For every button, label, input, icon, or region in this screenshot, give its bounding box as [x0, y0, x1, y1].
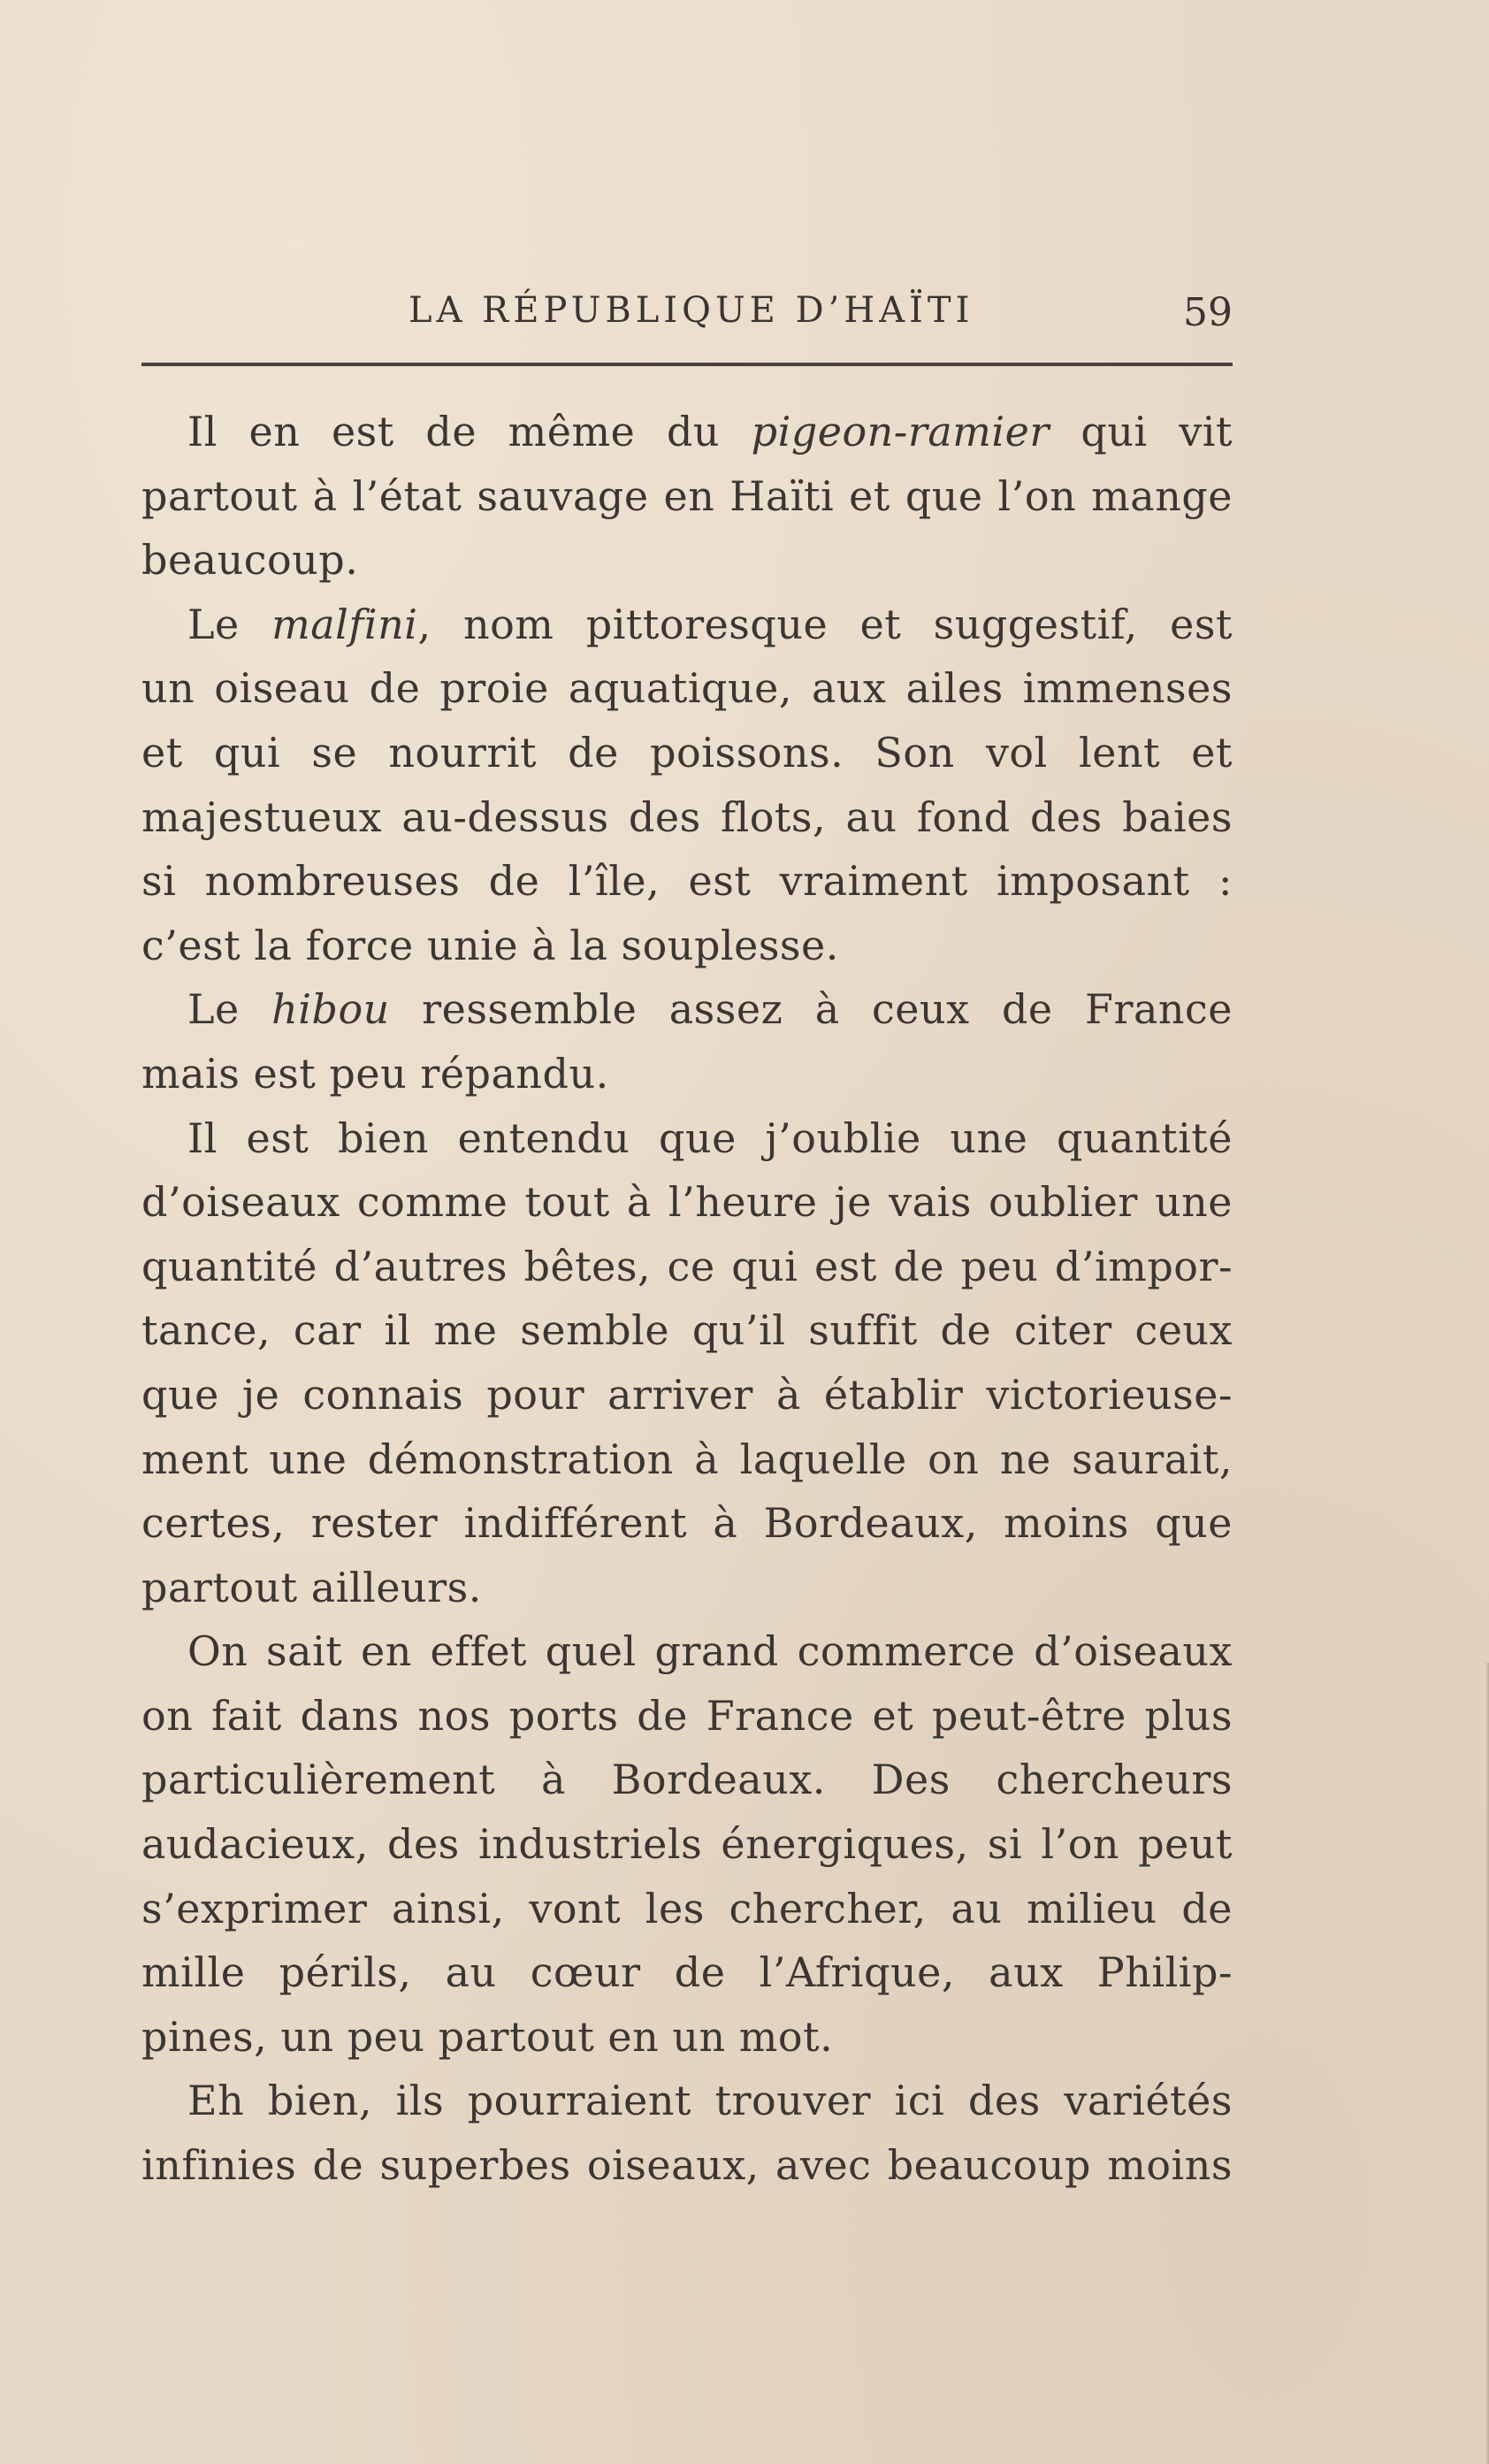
- text-line: [141, 914, 1233, 978]
- text-run: audacieux, des industriels énergiques, si l’on peut: [141, 1820, 1233, 1869]
- text-line: [141, 1684, 1233, 1749]
- text-run: un oiseau de proie aquatique, aux ailes immenses: [141, 664, 1233, 713]
- text-run: et qui se nourrit de poissons. Son vol lent et: [141, 728, 1233, 777]
- text-run: si nombreuses de l’île, est vraiment imposant :: [141, 857, 1233, 906]
- text-line: [141, 1235, 1233, 1299]
- text-run: quantité d’autres bêtes, ce qui est de peu d’impor-: [141, 1242, 1233, 1290]
- text-line: [141, 1170, 1233, 1235]
- text-line: [141, 1556, 1233, 1620]
- text-run: mais est peu répandu.: [141, 1049, 609, 1098]
- text-line: [141, 1748, 1233, 1812]
- text-line: [141, 721, 1233, 785]
- italic-term: hibou: [271, 985, 390, 1034]
- text-run: Il est bien entendu que j’oublie une quantité: [187, 1113, 1233, 1162]
- text-run: on fait dans nos ports de France et peut-être plus: [141, 1691, 1233, 1740]
- text-run: pines, un peu partout en un mot.: [141, 2012, 834, 2061]
- text-run: , nom pittoresque et suggestif, est: [417, 600, 1233, 648]
- text-run: qui vit: [1049, 408, 1233, 455]
- text-line: [141, 1491, 1233, 1556]
- text-run: partout ailleurs.: [141, 1563, 482, 1611]
- text-line: [141, 1619, 1233, 1684]
- text-run: ressemble assez à ceux de France: [389, 985, 1233, 1034]
- text-run: c’est la force unie à la souplesse.: [141, 921, 839, 969]
- text-run: infinies de superbes oiseaux, avec beaucoup moins: [141, 2141, 1233, 2190]
- italic-term: malfini: [271, 600, 418, 648]
- text-run: ment une démonstration à laquelle on ne saurait,: [141, 1435, 1233, 1483]
- italic-term: pigeon-ramier: [751, 408, 1050, 455]
- text-run: s’exprimer ainsi, vont les chercher, au milieu de: [141, 1884, 1233, 1932]
- text-run: Eh bien, ils pourraient trouver ici des variétés: [187, 2077, 1233, 2125]
- running-title: LA RÉPUBLIQUE D’HAÏTI: [409, 290, 974, 331]
- text-line: [141, 656, 1233, 721]
- text-line: [141, 1363, 1233, 1427]
- text-run: que je connais pour arriver à établir victorieuse-: [141, 1370, 1233, 1419]
- body-text: [141, 400, 1233, 2198]
- text-run: beaucoup.: [141, 536, 359, 585]
- text-line: [141, 1877, 1233, 1941]
- text-line: [141, 400, 1233, 464]
- text-line: [141, 1812, 1233, 1877]
- text-run: Il en est de même du: [187, 408, 752, 455]
- text-line: [141, 2005, 1233, 2070]
- text-line: [141, 849, 1233, 914]
- header-rule: [141, 363, 1233, 366]
- text-line: [141, 977, 1233, 1042]
- text-line: [141, 464, 1233, 529]
- page-number: 59: [1183, 290, 1233, 335]
- text-line: [141, 593, 1233, 657]
- text-run: tance, car il me semble qu’il suffit de citer ceux: [141, 1306, 1233, 1355]
- text-run: Le: [187, 600, 272, 648]
- text-line: [141, 2069, 1233, 2133]
- text-line: [141, 785, 1233, 850]
- text-run: majestueux au-dessus des flots, au fond des baies: [141, 792, 1233, 841]
- text-line: [141, 1042, 1233, 1106]
- text-line: [141, 528, 1233, 593]
- text-line: [141, 2133, 1233, 2198]
- text-line: [141, 1298, 1233, 1363]
- text-run: particulièrement à Bordeaux. Des chercheurs: [141, 1756, 1233, 1804]
- text-line: [141, 1940, 1233, 2005]
- running-header: [141, 290, 1233, 359]
- text-run: Le: [187, 985, 272, 1034]
- text-run: mille périls, au cœur de l’Afrique, aux Philip-: [141, 1948, 1233, 1997]
- text-run: On sait en effet quel grand commerce d’oiseaux: [187, 1627, 1233, 1676]
- text-run: partout à l’état sauvage en Haïti et que l’on mange: [141, 471, 1233, 520]
- text-line: [141, 1427, 1233, 1492]
- page-edge-shadow: [1485, 1663, 1489, 2464]
- text-run: certes, rester indifférent à Bordeaux, moins que: [141, 1499, 1233, 1548]
- text-line: [141, 1106, 1233, 1171]
- text-run: d’oiseaux comme tout à l’heure je vais oublier une: [141, 1178, 1233, 1227]
